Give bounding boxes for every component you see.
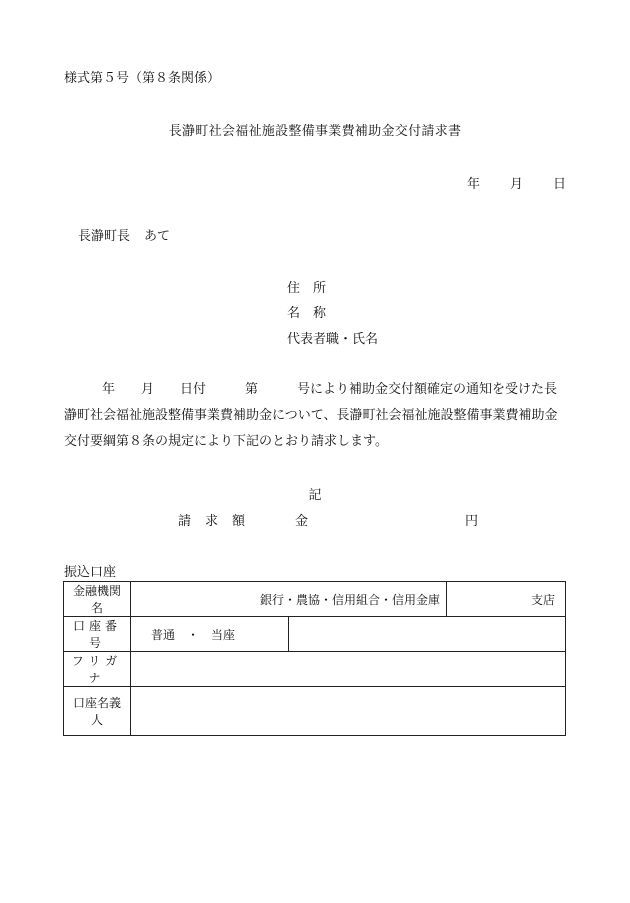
account-table	[63, 581, 566, 736]
document-title: 長瀞町社会福祉施設整備事業費補助金交付請求書	[168, 124, 462, 139]
holder-field[interactable]	[131, 687, 566, 736]
body-line-1: 年 月 日付 第 号により補助金交付額確定の通知を受けた長	[102, 382, 558, 397]
form-number: 様式第５号（第８条関係）	[64, 71, 221, 86]
date-month: 月	[509, 177, 523, 192]
account-number-row	[64, 617, 566, 652]
body-line-2: 瀞町社会福祉施設整備事業費補助金について、長瀞町社会福祉施設整備事業費補助金	[64, 408, 558, 423]
addressee-suffix: あて	[144, 229, 171, 244]
applicant-name-label: 名称	[287, 306, 340, 321]
amount-label: 請求額	[178, 514, 260, 529]
account-number-label: 口座番号	[64, 617, 131, 652]
amount-yen: 円	[465, 514, 479, 529]
applicant-address-label: 住所	[287, 281, 340, 296]
holder-label: 口座名義人	[64, 687, 131, 736]
account-type-ordinary: 普通	[151, 627, 176, 642]
account-number-field[interactable]	[289, 617, 566, 652]
account-type-field[interactable]	[131, 617, 289, 652]
account-heading: 振込口座	[64, 565, 117, 580]
amount-kin: 金	[295, 514, 309, 529]
institution-row	[64, 582, 566, 617]
applicant-representative-label: 代表者職・氏名	[287, 332, 379, 347]
furigana-field[interactable]	[131, 652, 566, 687]
request-body-text	[64, 377, 567, 455]
addressee	[78, 225, 170, 244]
institution-label: 金融機関名	[64, 582, 131, 617]
body-line-3: 交付要綱第８条の規定により下記のとおり請求します。	[64, 434, 388, 449]
furigana-row	[64, 652, 566, 687]
ki-heading: 記	[308, 488, 322, 503]
institution-types[interactable]: 銀行・農協・信用組合・信用金庫	[131, 582, 447, 617]
date-line	[467, 173, 566, 192]
account-type-checking: 当座	[211, 627, 236, 642]
date-year: 年	[466, 177, 480, 192]
branch-field[interactable]: 支店	[447, 582, 566, 617]
date-day: 日	[552, 177, 566, 192]
account-type-separator: ・	[187, 627, 200, 642]
holder-row	[64, 687, 566, 736]
addressee-name: 長瀞町長	[78, 229, 131, 244]
furigana-label: フリガナ	[64, 652, 131, 687]
